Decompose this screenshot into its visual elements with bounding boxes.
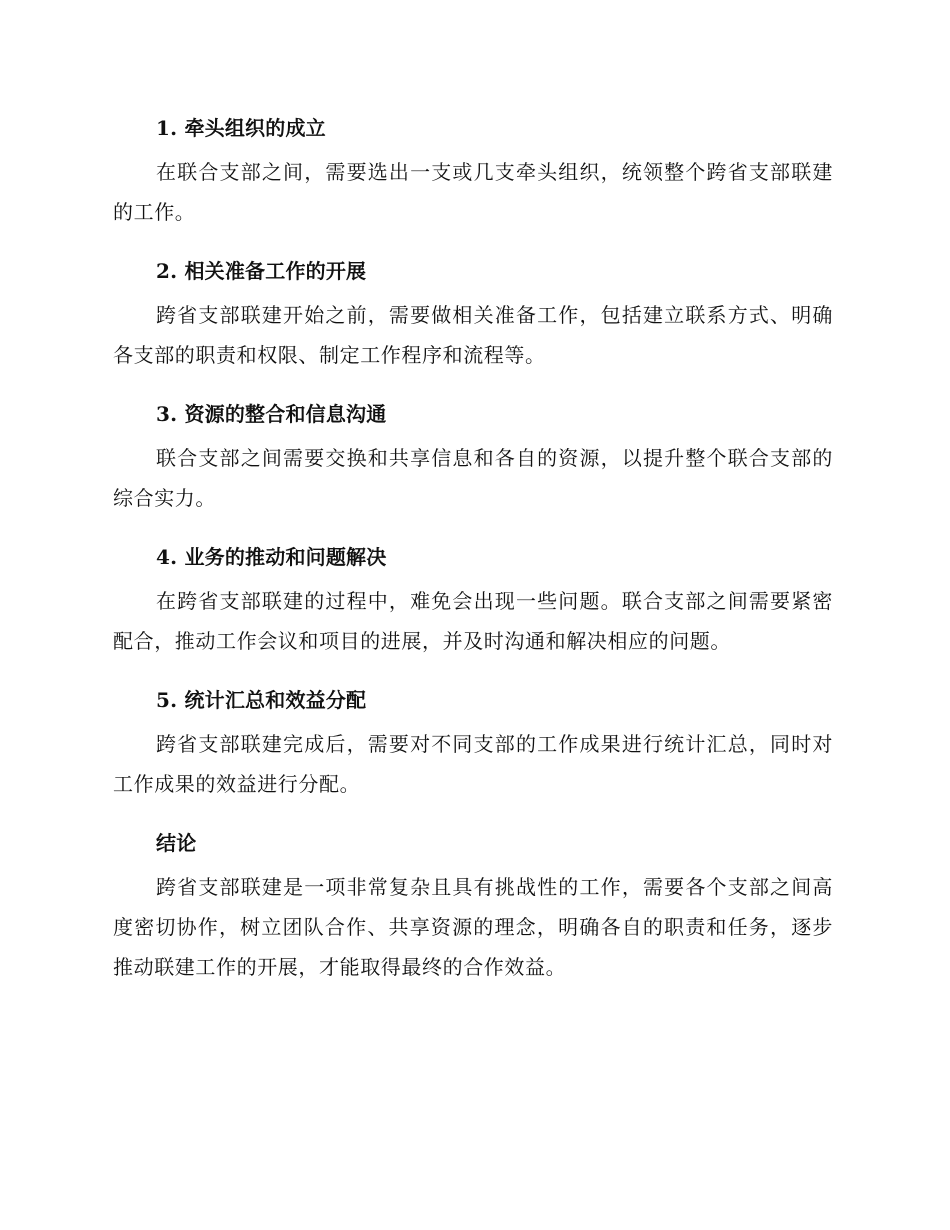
section-paragraph: 在联合支部之间，需要选出一支或几支牵头组织，统领整个跨省支部联建的工作。 [113, 160, 833, 224]
section-heading: 5. 统计汇总和效益分配 [156, 688, 367, 712]
section-1 [113, 108, 833, 232]
section-paragraph: 跨省支部联建开始之前，需要做相关准备工作，包括建立联系方式、明确各支部的职责和权限、制定工作程序和流程等。 [113, 303, 833, 367]
section-heading: 2. 相关准备工作的开展 [156, 259, 367, 283]
conclusion-paragraph: 跨省支部联建是一项非常复杂且具有挑战性的工作，需要各个支部之间高度密切协作，树立团队合作、共享资源的理念，明确各自的职责和任务，逐步推动联建工作的开展，才能取得最终的合作效益。 [113, 875, 833, 979]
section-paragraph: 在跨省支部联建的过程中，难免会出现一些问题。联合支部之间需要紧密配合，推动工作会议和项目的进展，并及时沟通和解决相应的问题。 [113, 589, 833, 653]
conclusion-section [113, 823, 833, 987]
section-2 [113, 251, 833, 375]
section-heading: 1. 牵头组织的成立 [156, 116, 326, 140]
section-5 [113, 680, 833, 804]
section-paragraph: 跨省支部联建完成后，需要对不同支部的工作成果进行统计汇总，同时对工作成果的效益进行分配。 [113, 732, 833, 796]
section-paragraph: 联合支部之间需要交换和共享信息和各自的资源，以提升整个联合支部的综合实力。 [113, 446, 833, 510]
section-4 [113, 537, 833, 661]
document-body [113, 108, 833, 1006]
conclusion-heading: 结论 [156, 831, 197, 855]
section-3 [113, 394, 833, 518]
section-heading: 4. 业务的推动和问题解决 [156, 545, 387, 569]
section-heading: 3. 资源的整合和信息沟通 [156, 402, 387, 426]
